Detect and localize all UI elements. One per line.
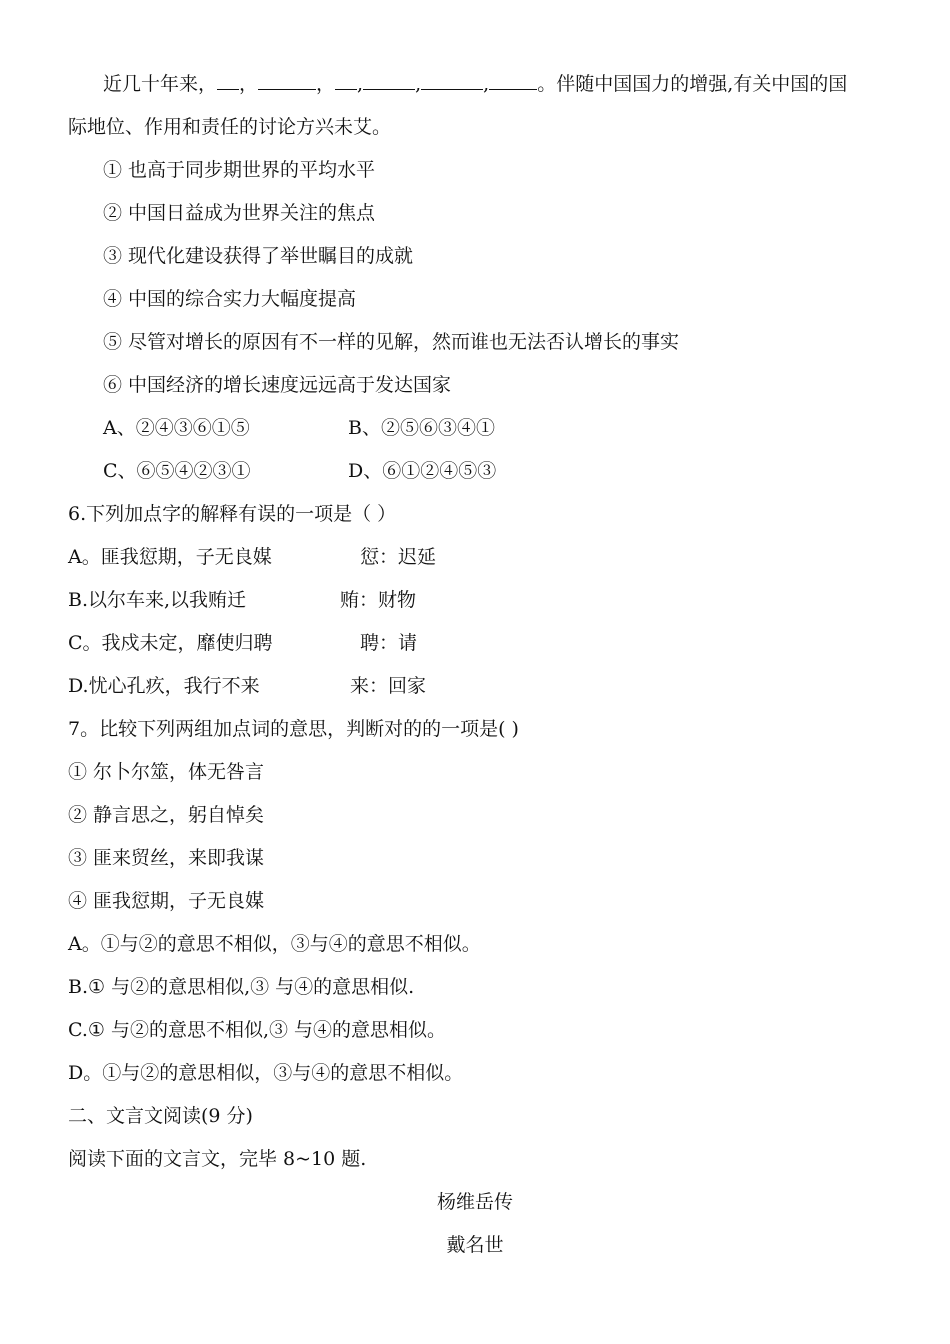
q6-gloss-c: 聘：请 xyxy=(360,632,418,654)
q6-stem: 6.下列加点字的解释有误的一项是（ ） xyxy=(68,503,397,525)
q6-gloss-d: 来：回家 xyxy=(350,675,427,697)
intro-paragraph-line1: 近几十年来， ， ， , , , 。伴随中国国力的增强,有关中国的国 xyxy=(103,73,848,95)
passage-author: 戴名世 xyxy=(446,1234,504,1256)
sentence-6: ⑥ 中国经济的增长速度远远高于发达国家 xyxy=(103,374,452,396)
answer-blank-6[interactable] xyxy=(489,71,537,90)
q7-option-c: C.① 与②的意思不相似,③ 与④的意思相似。 xyxy=(68,1019,447,1041)
q7-stem: 7。比较下列两组加点词的意思，判断对的的一项是( ) xyxy=(68,718,519,740)
answer-blank-4[interactable] xyxy=(363,71,415,90)
section-instruction: 阅读下面的文言文，完毕 8~10 题. xyxy=(68,1148,367,1170)
q7-item-4: ④ 匪我愆期，子无良媒 xyxy=(68,890,265,912)
sentence-4: ④ 中国的综合实力大幅度提高 xyxy=(103,288,357,310)
answer-blank-1[interactable] xyxy=(217,71,239,90)
q5-option-d: D、⑥①②④⑤③ xyxy=(348,460,497,482)
q6-option-d: D.忧心孔疚，我行不来 xyxy=(68,675,260,697)
q6-gloss-b: 贿：财物 xyxy=(340,589,417,611)
q7-item-1: ① 尔卜尔筮，体无咎言 xyxy=(68,761,265,783)
q5-option-b: B、②⑤⑥③④① xyxy=(348,417,495,439)
q5-option-c: C、⑥⑤④②③① xyxy=(103,460,251,482)
q5-option-a: A、②④③⑥①⑤ xyxy=(103,417,250,439)
passage-title: 杨维岳传 xyxy=(436,1191,513,1213)
answer-blank-5[interactable] xyxy=(421,71,483,90)
section-heading: 二、文言文阅读(9 分) xyxy=(68,1105,253,1127)
q6-option-c: C。我戍未定，靡使归聘 xyxy=(68,632,273,654)
sentence-5: ⑤ 尽管对增长的原因有不一样的见解，然而谁也无法否认增长的事实 xyxy=(103,331,680,353)
answer-blank-3[interactable] xyxy=(335,71,357,90)
q7-option-d: D。①与②的意思相似，③与④的意思不相似。 xyxy=(68,1062,464,1084)
q7-option-a: A。①与②的意思不相似，③与④的意思不相似。 xyxy=(68,933,481,955)
q7-item-3: ③ 匪来贸丝，来即我谋 xyxy=(68,847,265,869)
sentence-2: ② 中国日益成为世界关注的焦点 xyxy=(103,202,376,224)
q6-option-a: A。匪我愆期，子无良媒 xyxy=(68,546,272,568)
q6-gloss-a: 愆：迟延 xyxy=(360,546,437,568)
q7-option-b: B.① 与②的意思相似,③ 与④的意思相似. xyxy=(68,976,415,998)
intro-tail: 。伴随中国国力的增强,有关中国的国 xyxy=(537,73,848,95)
sentence-1: ① 也高于同步期世界的平均水平 xyxy=(103,159,376,181)
intro-head: 近几十年来， xyxy=(103,73,218,95)
q6-option-b: B.以尔车来,以我贿迁 xyxy=(68,589,247,611)
answer-blank-2[interactable] xyxy=(258,71,316,90)
sentence-3: ③ 现代化建设获得了举世瞩目的成就 xyxy=(103,245,414,267)
q7-item-2: ② 静言思之，躬自悼矣 xyxy=(68,804,265,826)
intro-paragraph-line2: 际地位、作用和责任的讨论方兴未艾。 xyxy=(68,116,392,138)
